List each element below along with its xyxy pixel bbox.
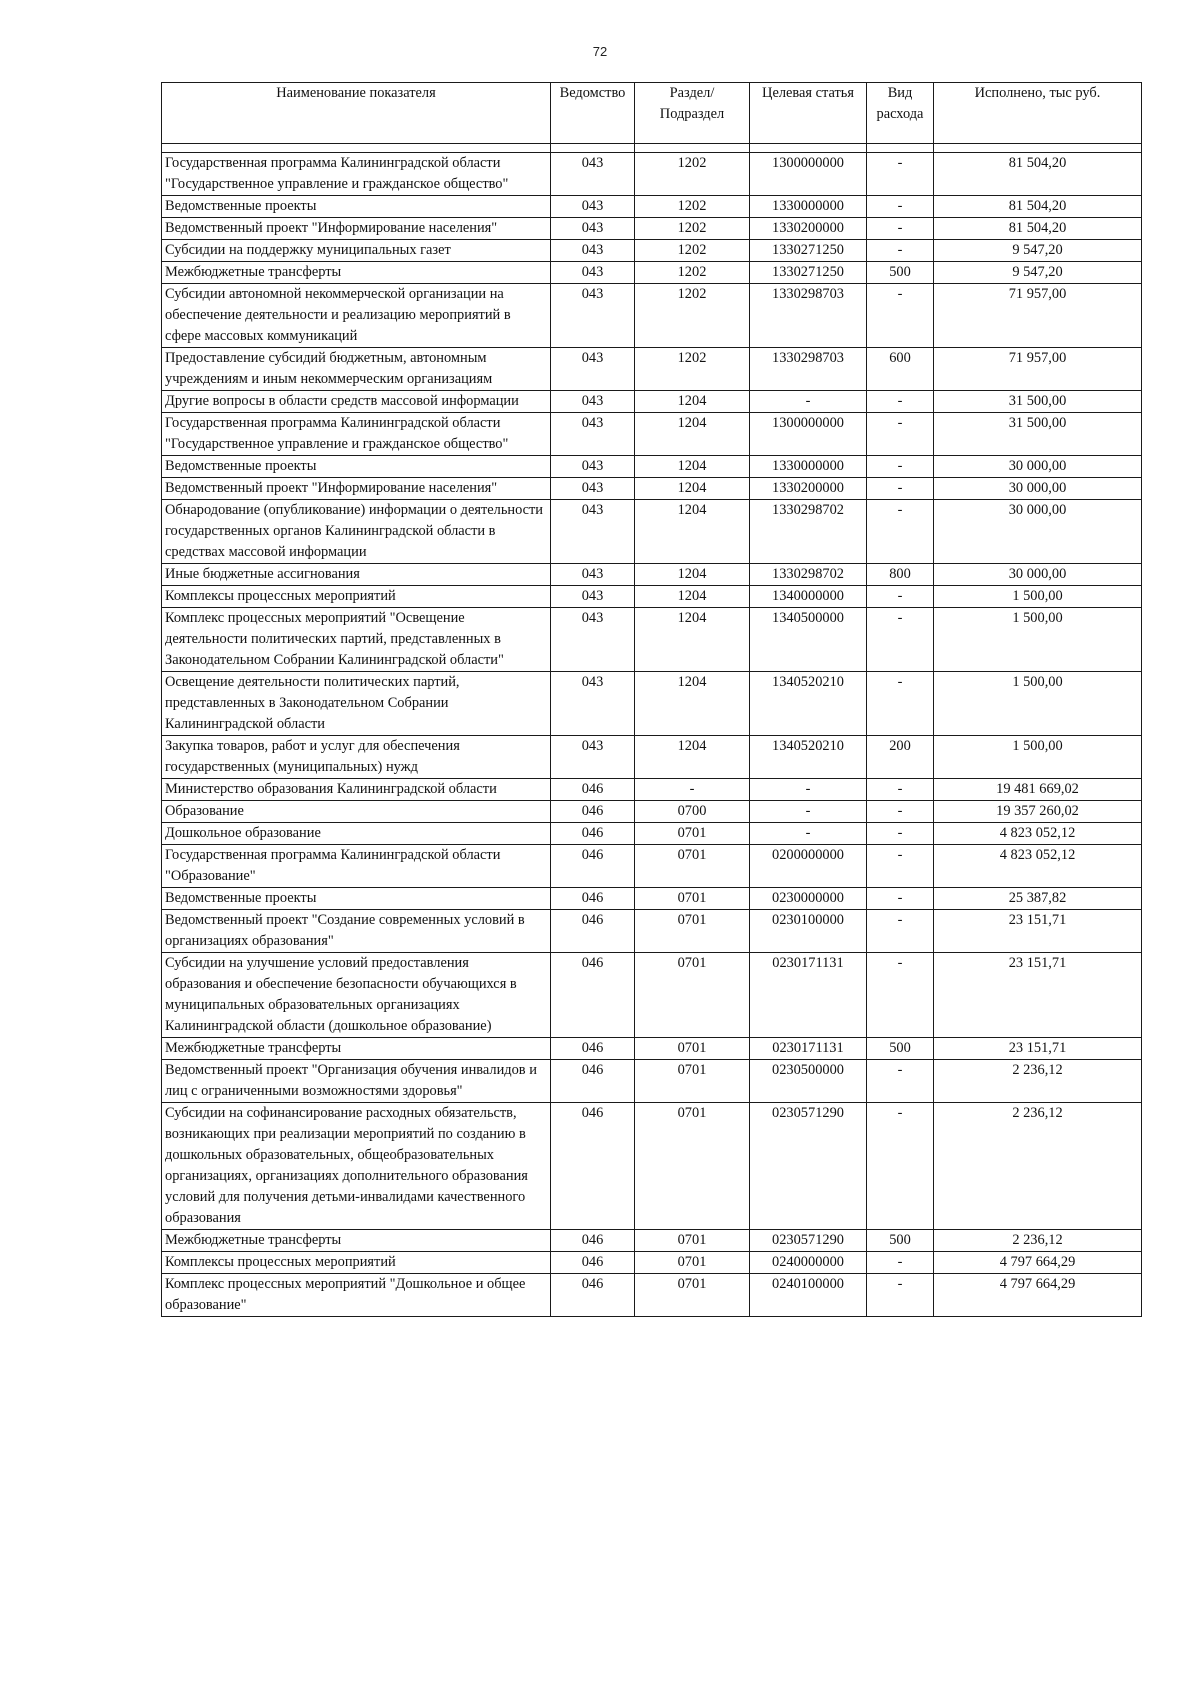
cell-section: 1202 xyxy=(635,218,750,240)
table-row xyxy=(162,1252,1142,1274)
table-header-row xyxy=(162,83,1142,144)
table-row xyxy=(162,586,1142,608)
cell-expense-type: - xyxy=(867,196,934,218)
cell-expense-type: - xyxy=(867,456,934,478)
cell-name: Государственная программа Калининградской области "Государственное управление и гражданское общество" xyxy=(162,413,551,456)
cell-department: 046 xyxy=(551,1103,635,1230)
cell-executed: 1 500,00 xyxy=(934,736,1142,779)
cell-section: 1204 xyxy=(635,736,750,779)
table-row xyxy=(162,779,1142,801)
cell-expense-type: - xyxy=(867,1060,934,1103)
cell-expense-type: - xyxy=(867,413,934,456)
cell-target: 1340500000 xyxy=(750,608,867,672)
cell-executed: 1 500,00 xyxy=(934,608,1142,672)
cell-target: 1340520210 xyxy=(750,736,867,779)
cell-expense-type: 500 xyxy=(867,262,934,284)
cell-section: 1204 xyxy=(635,391,750,413)
cell-executed: 30 000,00 xyxy=(934,456,1142,478)
cell-expense-type: - xyxy=(867,888,934,910)
cell-expense-type: - xyxy=(867,608,934,672)
cell-executed: 19 357 260,02 xyxy=(934,801,1142,823)
cell-department: 043 xyxy=(551,500,635,564)
cell-department: 043 xyxy=(551,391,635,413)
cell-department: 046 xyxy=(551,888,635,910)
cell-expense-type: - xyxy=(867,823,934,845)
cell-section: 1202 xyxy=(635,284,750,348)
header-department: Ведомство xyxy=(551,83,635,144)
header-target: Целевая статья xyxy=(750,83,867,144)
cell-name: Иные бюджетные ассигнования xyxy=(162,564,551,586)
cell-target: - xyxy=(750,779,867,801)
cell-name: Субсидии на улучшение условий предоставления образования и обеспечение безопасности обучающихся в муниципальных образовательных организациях Калининградской области (дошкольное образование) xyxy=(162,953,551,1038)
cell-section: 0701 xyxy=(635,823,750,845)
cell-section: 0701 xyxy=(635,1060,750,1103)
header-expense-type: Вид расхода xyxy=(867,83,934,144)
table-row xyxy=(162,1060,1142,1103)
cell-expense-type: - xyxy=(867,391,934,413)
table-row xyxy=(162,218,1142,240)
cell-target: 0240100000 xyxy=(750,1274,867,1317)
cell-name: Субсидии на поддержку муниципальных газет xyxy=(162,240,551,262)
cell-section: 1204 xyxy=(635,413,750,456)
table-row xyxy=(162,284,1142,348)
cell-expense-type: 200 xyxy=(867,736,934,779)
cell-target: 1330200000 xyxy=(750,218,867,240)
cell-target: 1340000000 xyxy=(750,586,867,608)
cell-executed: 2 236,12 xyxy=(934,1060,1142,1103)
cell-section: 1204 xyxy=(635,608,750,672)
table-row xyxy=(162,391,1142,413)
cell-section: 0701 xyxy=(635,1103,750,1230)
header-name: Наименование показателя xyxy=(162,83,551,144)
cell-executed: 23 151,71 xyxy=(934,910,1142,953)
table-row xyxy=(162,500,1142,564)
cell-department: 043 xyxy=(551,196,635,218)
cell-executed: 30 000,00 xyxy=(934,478,1142,500)
cell-section: 0701 xyxy=(635,888,750,910)
cell-department: 043 xyxy=(551,564,635,586)
cell-department: 043 xyxy=(551,348,635,391)
cell-target: 1330298702 xyxy=(750,564,867,586)
cell-executed: 4 823 052,12 xyxy=(934,845,1142,888)
cell-target: 0230171131 xyxy=(750,1038,867,1060)
cell-name: Ведомственные проекты xyxy=(162,456,551,478)
cell-executed: 19 481 669,02 xyxy=(934,779,1142,801)
cell-department: 043 xyxy=(551,153,635,196)
table-row xyxy=(162,672,1142,736)
cell-section: - xyxy=(635,779,750,801)
cell-expense-type: - xyxy=(867,953,934,1038)
cell-expense-type: - xyxy=(867,218,934,240)
cell-executed: 2 236,12 xyxy=(934,1230,1142,1252)
cell-expense-type: - xyxy=(867,845,934,888)
cell-executed: 30 000,00 xyxy=(934,500,1142,564)
table-row xyxy=(162,413,1142,456)
cell-section: 1204 xyxy=(635,564,750,586)
cell-name: Закупка товаров, работ и услуг для обеспечения государственных (муниципальных) нужд xyxy=(162,736,551,779)
cell-expense-type: - xyxy=(867,1103,934,1230)
table-row xyxy=(162,910,1142,953)
cell-target: 0230500000 xyxy=(750,1060,867,1103)
cell-executed: 1 500,00 xyxy=(934,586,1142,608)
table-row xyxy=(162,953,1142,1038)
cell-department: 043 xyxy=(551,586,635,608)
cell-target: 1330298703 xyxy=(750,348,867,391)
cell-section: 0701 xyxy=(635,1038,750,1060)
cell-target: 0230171131 xyxy=(750,953,867,1038)
cell-name: Государственная программа Калининградской области "Государственное управление и гражданское общество" xyxy=(162,153,551,196)
cell-target: 1330271250 xyxy=(750,240,867,262)
cell-executed: 1 500,00 xyxy=(934,672,1142,736)
cell-expense-type: 800 xyxy=(867,564,934,586)
cell-name: Государственная программа Калининградской области "Образование" xyxy=(162,845,551,888)
cell-name: Образование xyxy=(162,801,551,823)
cell-name: Ведомственный проект "Создание современных условий в организациях образования" xyxy=(162,910,551,953)
cell-department: 043 xyxy=(551,240,635,262)
cell-section: 1202 xyxy=(635,348,750,391)
table-row xyxy=(162,153,1142,196)
table-row xyxy=(162,736,1142,779)
cell-target: 0230571290 xyxy=(750,1230,867,1252)
cell-expense-type: - xyxy=(867,672,934,736)
cell-name: Предоставление субсидий бюджетным, автономным учреждениям и иным некоммерческим организациям xyxy=(162,348,551,391)
cell-target: 0230100000 xyxy=(750,910,867,953)
cell-department: 046 xyxy=(551,801,635,823)
cell-section: 1204 xyxy=(635,456,750,478)
cell-name: Субсидии автономной некоммерческой организации на обеспечение деятельности и реализацию мероприятий в сфере массовых коммуникаций xyxy=(162,284,551,348)
cell-name: Межбюджетные трансферты xyxy=(162,262,551,284)
table-row xyxy=(162,1230,1142,1252)
cell-expense-type: - xyxy=(867,910,934,953)
cell-department: 043 xyxy=(551,608,635,672)
cell-department: 043 xyxy=(551,284,635,348)
cell-target: 0240000000 xyxy=(750,1252,867,1274)
cell-department: 046 xyxy=(551,1252,635,1274)
cell-name: Министерство образования Калининградской области xyxy=(162,779,551,801)
cell-department: 046 xyxy=(551,1038,635,1060)
cell-department: 046 xyxy=(551,823,635,845)
cell-section: 1202 xyxy=(635,262,750,284)
budget-execution-table xyxy=(161,82,1142,1317)
cell-name: Комплекс процессных мероприятий "Дошкольное и общее образование" xyxy=(162,1274,551,1317)
cell-target: - xyxy=(750,801,867,823)
cell-section: 0701 xyxy=(635,1230,750,1252)
table-row xyxy=(162,1103,1142,1230)
cell-expense-type: - xyxy=(867,586,934,608)
cell-executed: 81 504,20 xyxy=(934,153,1142,196)
cell-expense-type: - xyxy=(867,284,934,348)
header-executed: Исполнено, тыс руб. xyxy=(934,83,1142,144)
cell-name: Ведомственные проекты xyxy=(162,888,551,910)
cell-executed: 4 797 664,29 xyxy=(934,1252,1142,1274)
cell-executed: 31 500,00 xyxy=(934,391,1142,413)
table-row xyxy=(162,823,1142,845)
table-row xyxy=(162,456,1142,478)
cell-department: 043 xyxy=(551,218,635,240)
cell-executed: 9 547,20 xyxy=(934,262,1142,284)
header-spacer-row xyxy=(162,144,1142,153)
cell-name: Межбюджетные трансферты xyxy=(162,1230,551,1252)
cell-expense-type: 500 xyxy=(867,1230,934,1252)
cell-target: 1300000000 xyxy=(750,153,867,196)
cell-section: 1202 xyxy=(635,153,750,196)
cell-section: 1204 xyxy=(635,500,750,564)
cell-name: Обнародование (опубликование) информации о деятельности государственных органов Калининградской области в средствах массовой информации xyxy=(162,500,551,564)
cell-executed: 23 151,71 xyxy=(934,953,1142,1038)
cell-section: 0701 xyxy=(635,1274,750,1317)
cell-executed: 71 957,00 xyxy=(934,348,1142,391)
cell-target: 1330200000 xyxy=(750,478,867,500)
cell-department: 046 xyxy=(551,953,635,1038)
cell-executed: 4 797 664,29 xyxy=(934,1274,1142,1317)
table-row xyxy=(162,196,1142,218)
table-row xyxy=(162,845,1142,888)
cell-name: Комплексы процессных мероприятий xyxy=(162,1252,551,1274)
cell-name: Дошкольное образование xyxy=(162,823,551,845)
cell-executed: 25 387,82 xyxy=(934,888,1142,910)
cell-target: 1330000000 xyxy=(750,456,867,478)
cell-target: 1340520210 xyxy=(750,672,867,736)
cell-section: 1204 xyxy=(635,586,750,608)
cell-expense-type: - xyxy=(867,153,934,196)
cell-section: 0700 xyxy=(635,801,750,823)
cell-expense-type: - xyxy=(867,500,934,564)
cell-section: 0701 xyxy=(635,910,750,953)
cell-executed: 9 547,20 xyxy=(934,240,1142,262)
cell-expense-type: - xyxy=(867,240,934,262)
cell-section: 0701 xyxy=(635,953,750,1038)
cell-section: 1202 xyxy=(635,196,750,218)
cell-section: 1204 xyxy=(635,478,750,500)
cell-expense-type: 500 xyxy=(867,1038,934,1060)
cell-department: 046 xyxy=(551,1060,635,1103)
cell-executed: 30 000,00 xyxy=(934,564,1142,586)
cell-executed: 81 504,20 xyxy=(934,196,1142,218)
cell-name: Комплексы процессных мероприятий xyxy=(162,586,551,608)
cell-target: - xyxy=(750,391,867,413)
table-row xyxy=(162,1274,1142,1317)
cell-section: 1202 xyxy=(635,240,750,262)
cell-expense-type: - xyxy=(867,779,934,801)
cell-expense-type: - xyxy=(867,478,934,500)
cell-name: Другие вопросы в области средств массовой информации xyxy=(162,391,551,413)
cell-target: 0230571290 xyxy=(750,1103,867,1230)
cell-section: 1204 xyxy=(635,672,750,736)
cell-target: 0230000000 xyxy=(750,888,867,910)
page-number: 72 xyxy=(592,44,608,59)
cell-department: 043 xyxy=(551,262,635,284)
cell-department: 046 xyxy=(551,845,635,888)
cell-name: Ведомственный проект "Информирование населения" xyxy=(162,478,551,500)
cell-name: Комплекс процессных мероприятий "Освещение деятельности политических партий, представленных в Законодательном Собрании Калининградской области" xyxy=(162,608,551,672)
cell-name: Межбюджетные трансферты xyxy=(162,1038,551,1060)
cell-executed: 81 504,20 xyxy=(934,218,1142,240)
table-row xyxy=(162,262,1142,284)
cell-department: 046 xyxy=(551,1274,635,1317)
cell-executed: 2 236,12 xyxy=(934,1103,1142,1230)
cell-department: 043 xyxy=(551,736,635,779)
table-row xyxy=(162,888,1142,910)
cell-name: Ведомственный проект "Организация обучения инвалидов и лиц с ограниченными возможностями здоровья" xyxy=(162,1060,551,1103)
cell-name: Ведомственный проект "Информирование населения" xyxy=(162,218,551,240)
cell-section: 0701 xyxy=(635,845,750,888)
cell-target: 1330271250 xyxy=(750,262,867,284)
cell-department: 043 xyxy=(551,478,635,500)
cell-name: Ведомственные проекты xyxy=(162,196,551,218)
table-row xyxy=(162,801,1142,823)
cell-department: 043 xyxy=(551,456,635,478)
table-row xyxy=(162,608,1142,672)
cell-executed: 23 151,71 xyxy=(934,1038,1142,1060)
cell-department: 046 xyxy=(551,1230,635,1252)
cell-executed: 4 823 052,12 xyxy=(934,823,1142,845)
table-row xyxy=(162,564,1142,586)
table-row xyxy=(162,478,1142,500)
cell-department: 046 xyxy=(551,910,635,953)
cell-name: Субсидии на софинансирование расходных обязательств, возникающих при реализации мероприятий по созданию в дошкольных образовательных, общеобразовательных организациях, организациях дополнительного образования условий для получения детьми-инвалидами качественного образования xyxy=(162,1103,551,1230)
cell-department: 043 xyxy=(551,672,635,736)
cell-expense-type: - xyxy=(867,1252,934,1274)
cell-target: 1330000000 xyxy=(750,196,867,218)
cell-expense-type: - xyxy=(867,1274,934,1317)
cell-department: 046 xyxy=(551,779,635,801)
cell-name: Освещение деятельности политических партий, представленных в Законодательном Собрании Калининградской области xyxy=(162,672,551,736)
cell-section: 0701 xyxy=(635,1252,750,1274)
cell-target: 1330298703 xyxy=(750,284,867,348)
table-row xyxy=(162,348,1142,391)
table-row xyxy=(162,1038,1142,1060)
cell-target: - xyxy=(750,823,867,845)
cell-department: 043 xyxy=(551,413,635,456)
cell-target: 0200000000 xyxy=(750,845,867,888)
cell-target: 1330298702 xyxy=(750,500,867,564)
table-row xyxy=(162,240,1142,262)
cell-executed: 31 500,00 xyxy=(934,413,1142,456)
cell-expense-type: - xyxy=(867,801,934,823)
header-section: Раздел/ Подраздел xyxy=(635,83,750,144)
cell-target: 1300000000 xyxy=(750,413,867,456)
cell-executed: 71 957,00 xyxy=(934,284,1142,348)
cell-expense-type: 600 xyxy=(867,348,934,391)
